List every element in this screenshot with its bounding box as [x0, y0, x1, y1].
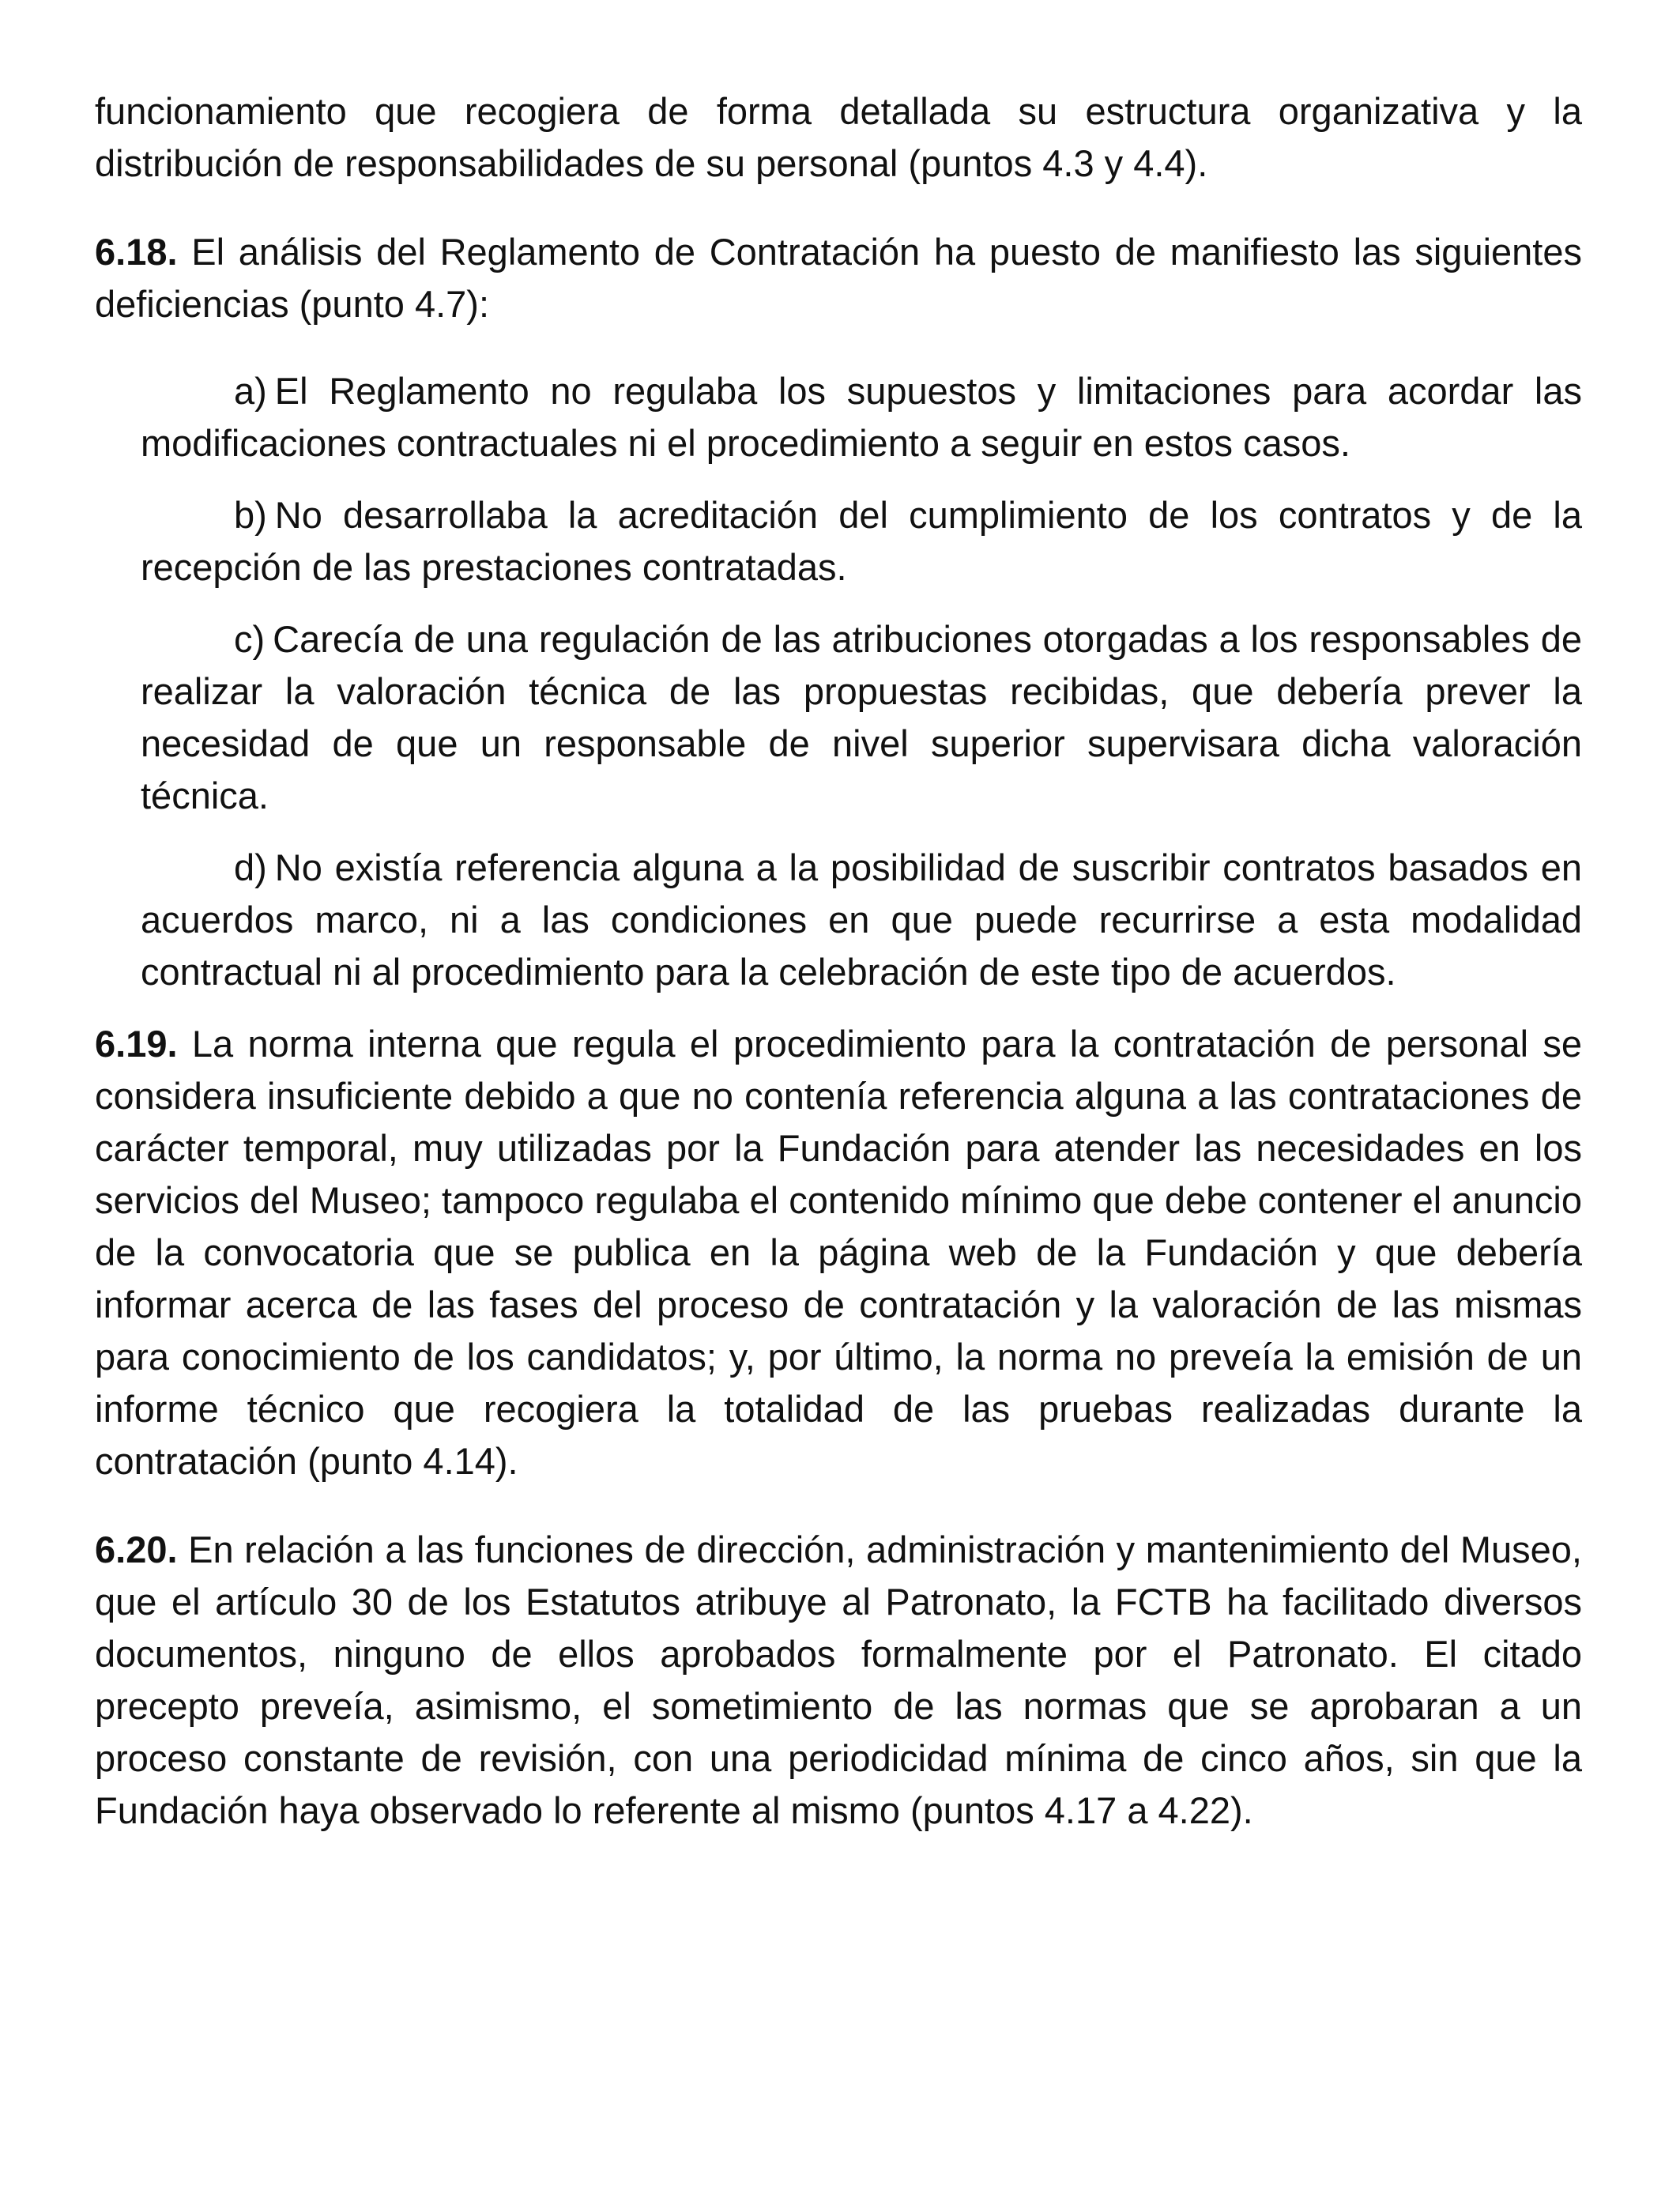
deficiencies-list: [141, 365, 1582, 998]
list-item-text: No existía referencia alguna a la posibilidad de suscribir contratos basados en acuerdos marco, ni a las condiciones en que puede recurrirse a esta modalidad contractual ni al procedimiento para la celebración de este tipo de acuerdos.: [141, 846, 1582, 993]
document-page: [95, 85, 1582, 1837]
list-marker: b): [234, 494, 267, 536]
paragraph-6-18: [95, 226, 1582, 330]
list-marker: d): [234, 846, 267, 888]
list-item-a: [141, 365, 1582, 469]
list-item-text: No desarrollaba la acreditación del cumplimiento de los contratos y de la recepción de las prestaciones contratadas.: [141, 494, 1582, 588]
list-item-text: Carecía de una regulación de las atribuciones otorgadas a los responsables de realizar la valoración técnica de las propuestas recibidas, que debería prever la necesidad de que un responsable de nivel superior supervisara dicha valoración técnica.: [141, 618, 1582, 816]
paragraph-number: 6.19.: [95, 1023, 178, 1065]
paragraph-6-20: [95, 1524, 1582, 1837]
list-item-b: [141, 489, 1582, 594]
list-marker: a): [234, 370, 267, 412]
list-marker: c): [234, 618, 266, 660]
list-item-d: [141, 842, 1582, 998]
paragraph-text: El análisis del Reglamento de Contratación ha puesto de manifiesto las siguientes deficiencias (punto 4.7):: [95, 231, 1582, 325]
paragraph-number: 6.18.: [95, 231, 178, 273]
paragraph-6-19: [95, 1018, 1582, 1487]
list-item-text: El Reglamento no regulaba los supuestos y limitaciones para acordar las modificaciones contractuales ni el procedimiento a seguir en estos casos.: [141, 370, 1582, 464]
intro-paragraph: [95, 85, 1582, 190]
intro-text: funcionamiento que recogiera de forma detallada su estructura organizativa y la distribución de responsabilidades de su personal (puntos 4.3 y 4.4).: [95, 90, 1582, 184]
list-item-c: [141, 613, 1582, 822]
paragraph-text: La norma interna que regula el procedimiento para la contratación de personal se considera insuficiente debido a que no contenía referencia alguna a las contrataciones de carácter temporal, muy utilizadas por la Fundación para atender las necesidades en los servicios del Museo; tampoco regulaba el contenido mínimo que debe contener el anuncio de la convocatoria que se publica en la página web de la Fundación y que debería informar acerca de las fases del proceso de contratación y la valoración de las mismas para conocimiento de los candidatos; y, por último, la norma no preveía la emisión de un informe técnico que recogiera la totalidad de las pruebas realizadas durante la contratación (punto 4.14).: [95, 1023, 1583, 1482]
paragraph-number: 6.20.: [95, 1529, 178, 1570]
paragraph-text: En relación a las funciones de dirección, administración y mantenimiento del Museo, que el artículo 30 de los Estatutos atribuye al Patronato, la FCTB ha facilitado diversos documentos, ninguno de ellos aprobados formalmente por el Patronato. El citado precepto preveía, asimismo, el sometimiento de las normas que se aprobaran a un proceso constante de revisión, con una periodicidad mínima de cinco años, sin que la Fundación haya observado lo referente al mismo (puntos 4.17 a 4.22).: [95, 1529, 1582, 1831]
